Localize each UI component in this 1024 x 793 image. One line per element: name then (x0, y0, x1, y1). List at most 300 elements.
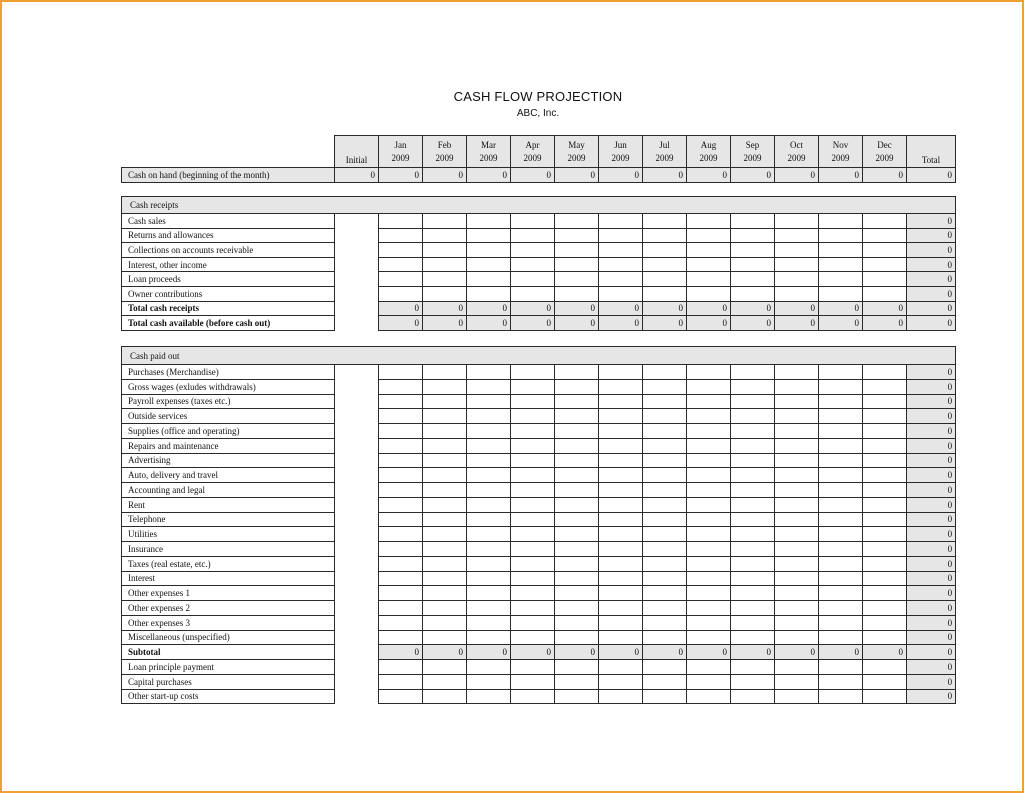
input-cell[interactable] (643, 483, 687, 498)
input-cell[interactable] (643, 438, 687, 453)
input-cell[interactable] (379, 365, 423, 380)
input-cell[interactable] (731, 243, 775, 258)
input-cell[interactable] (555, 556, 599, 571)
input-cell[interactable] (687, 527, 731, 542)
input-cell[interactable] (423, 214, 467, 229)
input-cell[interactable] (731, 365, 775, 380)
input-cell[interactable] (511, 542, 555, 557)
input-cell[interactable] (599, 409, 643, 424)
input-cell[interactable] (643, 409, 687, 424)
input-cell[interactable] (643, 394, 687, 409)
input-cell[interactable] (555, 379, 599, 394)
input-cell[interactable] (775, 674, 819, 689)
input-cell[interactable] (775, 542, 819, 557)
input-cell[interactable] (863, 483, 907, 498)
input-cell[interactable] (555, 286, 599, 301)
input-cell[interactable] (731, 527, 775, 542)
input-cell[interactable] (731, 453, 775, 468)
input-cell[interactable] (775, 409, 819, 424)
input-cell[interactable] (599, 556, 643, 571)
input-cell[interactable] (819, 601, 863, 616)
input-cell[interactable] (511, 228, 555, 243)
input-cell[interactable] (379, 556, 423, 571)
input-cell[interactable] (775, 379, 819, 394)
input-cell[interactable] (731, 571, 775, 586)
input-cell[interactable] (863, 468, 907, 483)
input-cell[interactable] (511, 660, 555, 675)
input-cell[interactable] (643, 286, 687, 301)
input-cell[interactable] (687, 228, 731, 243)
input-cell[interactable] (643, 365, 687, 380)
input-cell[interactable] (819, 468, 863, 483)
input-cell[interactable] (467, 409, 511, 424)
input-cell[interactable] (379, 527, 423, 542)
input-cell[interactable] (379, 438, 423, 453)
input-cell[interactable] (467, 615, 511, 630)
input-cell[interactable] (775, 512, 819, 527)
input-cell[interactable] (467, 542, 511, 557)
input-cell[interactable] (687, 243, 731, 258)
input-cell[interactable] (379, 497, 423, 512)
input-cell[interactable] (731, 394, 775, 409)
input-cell[interactable] (423, 379, 467, 394)
input-cell[interactable] (731, 660, 775, 675)
input-cell[interactable] (819, 453, 863, 468)
input-cell[interactable] (687, 556, 731, 571)
input-cell[interactable] (687, 689, 731, 704)
input-cell[interactable] (819, 286, 863, 301)
input-cell[interactable] (687, 483, 731, 498)
input-cell[interactable] (819, 512, 863, 527)
input-cell[interactable] (423, 257, 467, 272)
input-cell[interactable] (599, 257, 643, 272)
input-cell[interactable] (379, 601, 423, 616)
input-cell[interactable] (643, 214, 687, 229)
input-cell[interactable] (555, 571, 599, 586)
input-cell[interactable] (379, 689, 423, 704)
input-cell[interactable] (379, 214, 423, 229)
input-cell[interactable] (819, 424, 863, 439)
input-cell[interactable] (599, 601, 643, 616)
input-cell[interactable] (687, 379, 731, 394)
input-cell[interactable] (511, 483, 555, 498)
input-cell[interactable] (731, 286, 775, 301)
input-cell[interactable] (731, 409, 775, 424)
input-cell[interactable] (863, 571, 907, 586)
input-cell[interactable] (379, 630, 423, 645)
input-cell[interactable] (775, 527, 819, 542)
input-cell[interactable] (863, 542, 907, 557)
input-cell[interactable] (555, 497, 599, 512)
input-cell[interactable] (467, 379, 511, 394)
input-cell[interactable] (599, 379, 643, 394)
input-cell[interactable] (423, 571, 467, 586)
input-cell[interactable] (643, 453, 687, 468)
input-cell[interactable] (819, 660, 863, 675)
input-cell[interactable] (467, 630, 511, 645)
input-cell[interactable] (379, 615, 423, 630)
input-cell[interactable] (423, 615, 467, 630)
input-cell[interactable] (423, 674, 467, 689)
input-cell[interactable] (775, 228, 819, 243)
input-cell[interactable] (819, 630, 863, 645)
input-cell[interactable] (555, 615, 599, 630)
input-cell[interactable] (731, 586, 775, 601)
input-cell[interactable] (819, 365, 863, 380)
input-cell[interactable] (423, 497, 467, 512)
input-cell[interactable] (819, 272, 863, 287)
input-cell[interactable] (819, 438, 863, 453)
input-cell[interactable] (643, 601, 687, 616)
input-cell[interactable] (863, 527, 907, 542)
input-cell[interactable] (423, 630, 467, 645)
input-cell[interactable] (819, 379, 863, 394)
input-cell[interactable] (511, 394, 555, 409)
input-cell[interactable] (863, 601, 907, 616)
input-cell[interactable] (467, 689, 511, 704)
input-cell[interactable] (775, 571, 819, 586)
input-cell[interactable] (379, 379, 423, 394)
input-cell[interactable] (643, 228, 687, 243)
input-cell[interactable] (555, 272, 599, 287)
input-cell[interactable] (819, 409, 863, 424)
input-cell[interactable] (599, 542, 643, 557)
input-cell[interactable] (687, 630, 731, 645)
input-cell[interactable] (643, 257, 687, 272)
input-cell[interactable] (687, 542, 731, 557)
input-cell[interactable] (511, 365, 555, 380)
input-cell[interactable] (731, 601, 775, 616)
input-cell[interactable] (555, 214, 599, 229)
input-cell[interactable] (511, 272, 555, 287)
input-cell[interactable] (775, 243, 819, 258)
input-cell[interactable] (467, 214, 511, 229)
input-cell[interactable] (731, 630, 775, 645)
input-cell[interactable] (687, 438, 731, 453)
input-cell[interactable] (555, 512, 599, 527)
input-cell[interactable] (775, 214, 819, 229)
input-cell[interactable] (863, 586, 907, 601)
input-cell[interactable] (643, 542, 687, 557)
input-cell[interactable] (599, 630, 643, 645)
input-cell[interactable] (819, 394, 863, 409)
input-cell[interactable] (467, 424, 511, 439)
input-cell[interactable] (599, 228, 643, 243)
input-cell[interactable] (423, 689, 467, 704)
input-cell[interactable] (599, 586, 643, 601)
input-cell[interactable] (643, 586, 687, 601)
input-cell[interactable] (775, 257, 819, 272)
input-cell[interactable] (511, 424, 555, 439)
input-cell[interactable] (423, 527, 467, 542)
input-cell[interactable] (687, 674, 731, 689)
input-cell[interactable] (467, 257, 511, 272)
input-cell[interactable] (555, 438, 599, 453)
input-cell[interactable] (467, 586, 511, 601)
input-cell[interactable] (511, 497, 555, 512)
input-cell[interactable] (819, 674, 863, 689)
input-cell[interactable] (731, 497, 775, 512)
input-cell[interactable] (379, 424, 423, 439)
input-cell[interactable] (511, 286, 555, 301)
input-cell[interactable] (687, 571, 731, 586)
input-cell[interactable] (775, 615, 819, 630)
input-cell[interactable] (423, 365, 467, 380)
input-cell[interactable] (599, 468, 643, 483)
input-cell[interactable] (599, 365, 643, 380)
input-cell[interactable] (467, 556, 511, 571)
input-cell[interactable] (863, 689, 907, 704)
input-cell[interactable] (687, 257, 731, 272)
input-cell[interactable] (379, 243, 423, 258)
input-cell[interactable] (511, 586, 555, 601)
input-cell[interactable] (863, 228, 907, 243)
input-cell[interactable] (555, 601, 599, 616)
input-cell[interactable] (511, 556, 555, 571)
input-cell[interactable] (731, 689, 775, 704)
input-cell[interactable] (643, 556, 687, 571)
input-cell[interactable] (467, 453, 511, 468)
input-cell[interactable] (423, 272, 467, 287)
input-cell[interactable] (731, 468, 775, 483)
input-cell[interactable] (599, 394, 643, 409)
input-cell[interactable] (643, 379, 687, 394)
input-cell[interactable] (467, 468, 511, 483)
input-cell[interactable] (599, 571, 643, 586)
input-cell[interactable] (687, 272, 731, 287)
input-cell[interactable] (775, 438, 819, 453)
input-cell[interactable] (555, 365, 599, 380)
input-cell[interactable] (423, 542, 467, 557)
input-cell[interactable] (643, 660, 687, 675)
input-cell[interactable] (467, 272, 511, 287)
input-cell[interactable] (863, 438, 907, 453)
input-cell[interactable] (467, 527, 511, 542)
input-cell[interactable] (687, 468, 731, 483)
input-cell[interactable] (775, 601, 819, 616)
input-cell[interactable] (555, 468, 599, 483)
input-cell[interactable] (555, 630, 599, 645)
input-cell[interactable] (423, 468, 467, 483)
input-cell[interactable] (599, 272, 643, 287)
input-cell[interactable] (775, 586, 819, 601)
input-cell[interactable] (467, 512, 511, 527)
input-cell[interactable] (423, 586, 467, 601)
input-cell[interactable] (863, 409, 907, 424)
input-cell[interactable] (423, 228, 467, 243)
input-cell[interactable] (555, 453, 599, 468)
input-cell[interactable] (555, 394, 599, 409)
input-cell[interactable] (863, 424, 907, 439)
input-cell[interactable] (555, 228, 599, 243)
input-cell[interactable] (511, 674, 555, 689)
input-cell[interactable] (819, 483, 863, 498)
input-cell[interactable] (775, 272, 819, 287)
input-cell[interactable] (423, 601, 467, 616)
input-cell[interactable] (423, 438, 467, 453)
input-cell[interactable] (555, 527, 599, 542)
input-cell[interactable] (643, 674, 687, 689)
input-cell[interactable] (511, 601, 555, 616)
input-cell[interactable] (555, 689, 599, 704)
input-cell[interactable] (643, 243, 687, 258)
input-cell[interactable] (511, 512, 555, 527)
input-cell[interactable] (423, 243, 467, 258)
input-cell[interactable] (819, 214, 863, 229)
input-cell[interactable] (643, 630, 687, 645)
input-cell[interactable] (511, 615, 555, 630)
input-cell[interactable] (379, 512, 423, 527)
input-cell[interactable] (731, 214, 775, 229)
input-cell[interactable] (555, 674, 599, 689)
input-cell[interactable] (863, 257, 907, 272)
input-cell[interactable] (775, 424, 819, 439)
input-cell[interactable] (863, 272, 907, 287)
input-cell[interactable] (511, 468, 555, 483)
input-cell[interactable] (379, 586, 423, 601)
input-cell[interactable] (379, 228, 423, 243)
input-cell[interactable] (731, 615, 775, 630)
input-cell[interactable] (467, 483, 511, 498)
input-cell[interactable] (379, 542, 423, 557)
input-cell[interactable] (379, 571, 423, 586)
input-cell[interactable] (511, 379, 555, 394)
input-cell[interactable] (643, 615, 687, 630)
input-cell[interactable] (379, 409, 423, 424)
input-cell[interactable] (863, 453, 907, 468)
input-cell[interactable] (599, 497, 643, 512)
input-cell[interactable] (379, 468, 423, 483)
input-cell[interactable] (511, 689, 555, 704)
input-cell[interactable] (511, 438, 555, 453)
input-cell[interactable] (819, 571, 863, 586)
input-cell[interactable] (863, 497, 907, 512)
input-cell[interactable] (687, 586, 731, 601)
input-cell[interactable] (511, 630, 555, 645)
input-cell[interactable] (555, 424, 599, 439)
input-cell[interactable] (555, 586, 599, 601)
input-cell[interactable] (467, 438, 511, 453)
input-cell[interactable] (599, 615, 643, 630)
input-cell[interactable] (423, 394, 467, 409)
input-cell[interactable] (819, 615, 863, 630)
input-cell[interactable] (819, 257, 863, 272)
input-cell[interactable] (775, 483, 819, 498)
input-cell[interactable] (731, 556, 775, 571)
input-cell[interactable] (599, 214, 643, 229)
input-cell[interactable] (819, 689, 863, 704)
input-cell[interactable] (599, 527, 643, 542)
input-cell[interactable] (819, 542, 863, 557)
input-cell[interactable] (423, 512, 467, 527)
input-cell[interactable] (775, 453, 819, 468)
input-cell[interactable] (687, 601, 731, 616)
input-cell[interactable] (819, 243, 863, 258)
input-cell[interactable] (731, 438, 775, 453)
input-cell[interactable] (687, 497, 731, 512)
input-cell[interactable] (643, 512, 687, 527)
input-cell[interactable] (775, 468, 819, 483)
input-cell[interactable] (467, 571, 511, 586)
input-cell[interactable] (599, 424, 643, 439)
input-cell[interactable] (643, 571, 687, 586)
input-cell[interactable] (731, 674, 775, 689)
input-cell[interactable] (775, 394, 819, 409)
input-cell[interactable] (731, 257, 775, 272)
input-cell[interactable] (467, 601, 511, 616)
input-cell[interactable] (599, 243, 643, 258)
input-cell[interactable] (599, 483, 643, 498)
input-cell[interactable] (423, 286, 467, 301)
input-cell[interactable] (687, 615, 731, 630)
input-cell[interactable] (687, 394, 731, 409)
input-cell[interactable] (687, 365, 731, 380)
input-cell[interactable] (731, 483, 775, 498)
input-cell[interactable] (687, 512, 731, 527)
input-cell[interactable] (775, 556, 819, 571)
input-cell[interactable] (379, 286, 423, 301)
input-cell[interactable] (599, 512, 643, 527)
input-cell[interactable] (423, 409, 467, 424)
input-cell[interactable] (775, 660, 819, 675)
input-cell[interactable] (599, 286, 643, 301)
input-cell[interactable] (599, 689, 643, 704)
input-cell[interactable] (467, 394, 511, 409)
input-cell[interactable] (863, 630, 907, 645)
input-cell[interactable] (863, 394, 907, 409)
input-cell[interactable] (555, 483, 599, 498)
input-cell[interactable] (775, 365, 819, 380)
input-cell[interactable] (467, 660, 511, 675)
input-cell[interactable] (379, 674, 423, 689)
input-cell[interactable] (775, 689, 819, 704)
input-cell[interactable] (687, 453, 731, 468)
input-cell[interactable] (643, 272, 687, 287)
input-cell[interactable] (775, 286, 819, 301)
input-cell[interactable] (687, 424, 731, 439)
input-cell[interactable] (467, 365, 511, 380)
input-cell[interactable] (731, 272, 775, 287)
input-cell[interactable] (643, 689, 687, 704)
input-cell[interactable] (511, 214, 555, 229)
input-cell[interactable] (863, 214, 907, 229)
input-cell[interactable] (863, 674, 907, 689)
input-cell[interactable] (555, 243, 599, 258)
input-cell[interactable] (863, 615, 907, 630)
input-cell[interactable] (379, 394, 423, 409)
input-cell[interactable] (555, 257, 599, 272)
input-cell[interactable] (511, 527, 555, 542)
input-cell[interactable] (643, 424, 687, 439)
input-cell[interactable] (687, 286, 731, 301)
input-cell[interactable] (467, 674, 511, 689)
input-cell[interactable] (423, 453, 467, 468)
input-cell[interactable] (511, 571, 555, 586)
input-cell[interactable] (511, 453, 555, 468)
input-cell[interactable] (731, 512, 775, 527)
input-cell[interactable] (467, 228, 511, 243)
input-cell[interactable] (687, 214, 731, 229)
input-cell[interactable] (643, 468, 687, 483)
input-cell[interactable] (379, 453, 423, 468)
input-cell[interactable] (863, 379, 907, 394)
input-cell[interactable] (599, 453, 643, 468)
input-cell[interactable] (467, 243, 511, 258)
input-cell[interactable] (423, 424, 467, 439)
input-cell[interactable] (467, 286, 511, 301)
input-cell[interactable] (643, 527, 687, 542)
input-cell[interactable] (863, 243, 907, 258)
